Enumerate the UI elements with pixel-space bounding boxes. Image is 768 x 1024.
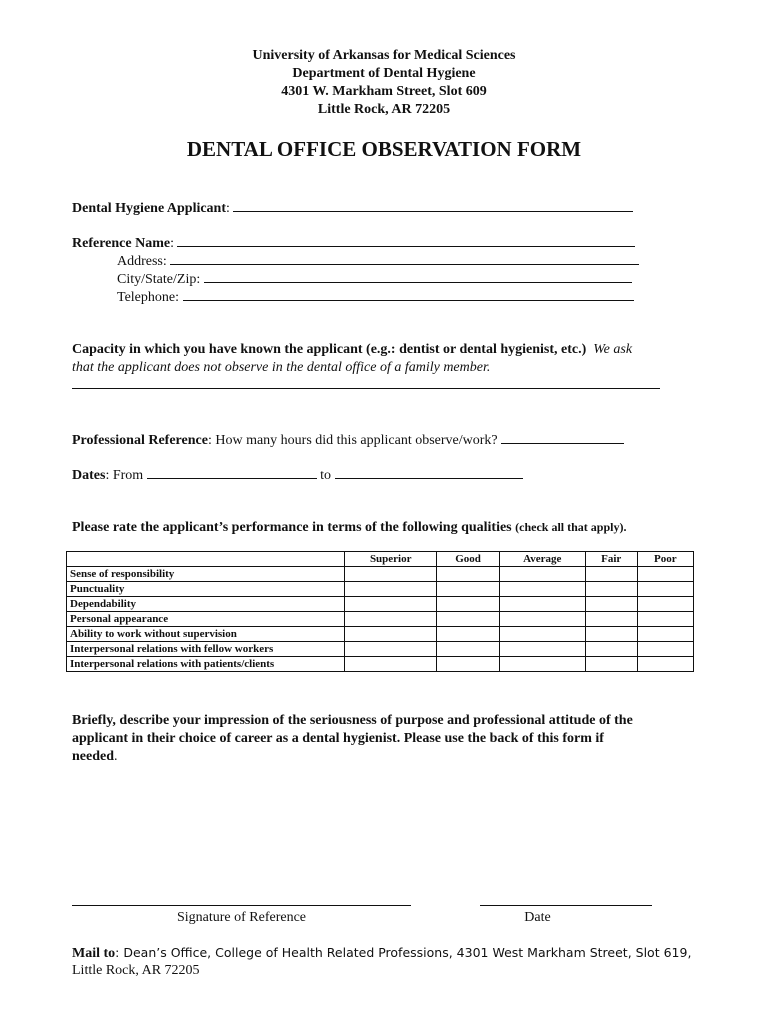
rating-cell[interactable] — [585, 612, 637, 627]
table-row — [67, 627, 694, 642]
mail-to-label: Mail to — [72, 946, 116, 961]
header-department: Department of Dental Hygiene — [292, 66, 476, 81]
dates-field — [72, 466, 523, 484]
address-input-line[interactable] — [170, 252, 639, 265]
mail-to-address: : Dean’s Office, College of Health Related Professions, 4301 West Markham Street, Slot 619, — [115, 945, 692, 960]
rating-prompt-note: (check all that apply). — [515, 520, 627, 534]
quality-label: Ability to work without supervision — [67, 627, 345, 642]
describe-line-3: needed. — [72, 749, 118, 764]
table-row — [67, 597, 694, 612]
capacity-note-start: We ask — [593, 342, 633, 357]
telephone-field — [117, 288, 634, 306]
capacity-answer-field — [72, 376, 660, 394]
table-row — [67, 657, 694, 672]
table-row — [67, 582, 694, 597]
rating-cell[interactable] — [637, 657, 693, 672]
city-input-line[interactable] — [204, 270, 632, 283]
reference-name-label: Reference Name — [72, 236, 171, 251]
quality-label: Sense of responsibility — [67, 567, 345, 582]
rating-cell[interactable] — [585, 627, 637, 642]
quality-label: Personal appearance — [67, 612, 345, 627]
address-field — [117, 252, 639, 270]
date-from-input-line[interactable] — [147, 466, 317, 479]
rating-cell[interactable] — [637, 642, 693, 657]
hours-input-line[interactable] — [501, 431, 624, 444]
applicant-label: Dental Hygiene Applicant — [72, 201, 227, 216]
rating-cell[interactable] — [499, 642, 585, 657]
rating-cell[interactable] — [499, 612, 585, 627]
column-good: Good — [437, 552, 499, 567]
rating-cell[interactable] — [345, 642, 437, 657]
rating-cell[interactable] — [637, 612, 693, 627]
date-to-input-line[interactable] — [335, 466, 523, 479]
rating-cell[interactable] — [437, 642, 499, 657]
rating-cell[interactable] — [345, 612, 437, 627]
rating-cell[interactable] — [499, 567, 585, 582]
professional-reference-field — [72, 431, 624, 449]
address-label: Address: — [117, 254, 167, 269]
rating-cell[interactable] — [437, 627, 499, 642]
quality-label: Interpersonal relations with fellow workers — [67, 642, 345, 657]
column-poor: Poor — [637, 552, 693, 567]
rating-prompt-text: Please rate the applicant’s performance in terms of the following qualities — [72, 520, 512, 535]
signature-label: Signature of Reference — [176, 910, 307, 925]
describe-line-2: applicant in their choice of career as a dental hygienist. Please use the back of this form if — [72, 731, 604, 746]
date-label: Date — [524, 910, 551, 925]
rating-cell[interactable] — [437, 612, 499, 627]
rating-cell[interactable] — [585, 657, 637, 672]
telephone-label: Telephone: — [117, 290, 179, 305]
column-superior: Superior — [345, 552, 437, 567]
telephone-input-line[interactable] — [183, 288, 634, 301]
rating-prompt — [72, 520, 626, 536]
rating-cell[interactable] — [345, 627, 437, 642]
rating-cell[interactable] — [437, 567, 499, 582]
table-row — [67, 612, 694, 627]
capacity-label: Capacity in which you have known the applicant (e.g.: dentist or dental hygienist, etc.) — [72, 342, 587, 357]
dates-from-label: : From — [105, 468, 144, 483]
header-street: 4301 W. Markham Street, Slot 609 — [281, 84, 487, 99]
rating-cell[interactable] — [585, 567, 637, 582]
rating-cell[interactable] — [499, 597, 585, 612]
rating-cell[interactable] — [345, 582, 437, 597]
reference-name-field: Reference Name: — [72, 234, 635, 252]
rating-cell[interactable] — [345, 597, 437, 612]
mail-to-line-1 — [72, 945, 691, 962]
applicant-field: Dental Hygiene Applicant: — [72, 199, 633, 217]
header-university: University of Arkansas for Medical Sciences — [252, 48, 516, 63]
rating-cell[interactable] — [637, 597, 693, 612]
capacity-question — [72, 342, 632, 358]
rating-cell[interactable] — [499, 627, 585, 642]
quality-column-header — [67, 552, 345, 567]
city-label: City/State/Zip: — [117, 272, 201, 287]
header-city: Little Rock, AR 72205 — [317, 102, 451, 117]
rating-cell[interactable] — [585, 642, 637, 657]
describe-line-3-text: needed — [72, 749, 114, 764]
column-average: Average — [499, 552, 585, 567]
reference-name-input-line[interactable] — [177, 234, 635, 247]
describe-line-1: Briefly, describe your impression of the seriousness of purpose and professional attitude of the — [72, 713, 633, 728]
rating-cell[interactable] — [437, 597, 499, 612]
rating-cell[interactable] — [499, 582, 585, 597]
quality-label: Dependability — [67, 597, 345, 612]
dates-to-label: to — [320, 468, 332, 483]
rating-cell[interactable] — [585, 597, 637, 612]
rating-cell[interactable] — [637, 627, 693, 642]
rating-cell[interactable] — [499, 657, 585, 672]
rating-cell[interactable] — [345, 657, 437, 672]
applicant-input-line[interactable] — [233, 199, 633, 212]
form-title: DENTAL OFFICE OBSERVATION FORM — [186, 137, 582, 161]
quality-label: Interpersonal relations with patients/clients — [67, 657, 345, 672]
rating-cell[interactable] — [637, 582, 693, 597]
rating-cell[interactable] — [637, 567, 693, 582]
mail-to-line-2: Little Rock, AR 72205 — [72, 963, 200, 978]
professional-reference-question: : How many hours did this applicant observe/work? — [207, 433, 498, 448]
quality-label: Punctuality — [67, 582, 345, 597]
rating-header-row — [67, 552, 694, 567]
city-field — [117, 270, 632, 288]
rating-cell[interactable] — [585, 582, 637, 597]
capacity-note-end: that the applicant does not observe in the dental office of a family member. — [72, 360, 491, 375]
signature-line[interactable] — [72, 905, 411, 906]
column-fair: Fair — [585, 552, 637, 567]
dates-label: Dates — [72, 468, 106, 483]
date-line[interactable] — [480, 905, 652, 906]
table-row — [67, 642, 694, 657]
rating-cell[interactable] — [437, 582, 499, 597]
rating-table — [66, 551, 694, 672]
table-row — [67, 567, 694, 582]
rating-cell[interactable] — [437, 657, 499, 672]
rating-cell[interactable] — [345, 567, 437, 582]
capacity-input-line[interactable] — [72, 376, 660, 389]
professional-reference-label: Professional Reference — [72, 433, 208, 448]
